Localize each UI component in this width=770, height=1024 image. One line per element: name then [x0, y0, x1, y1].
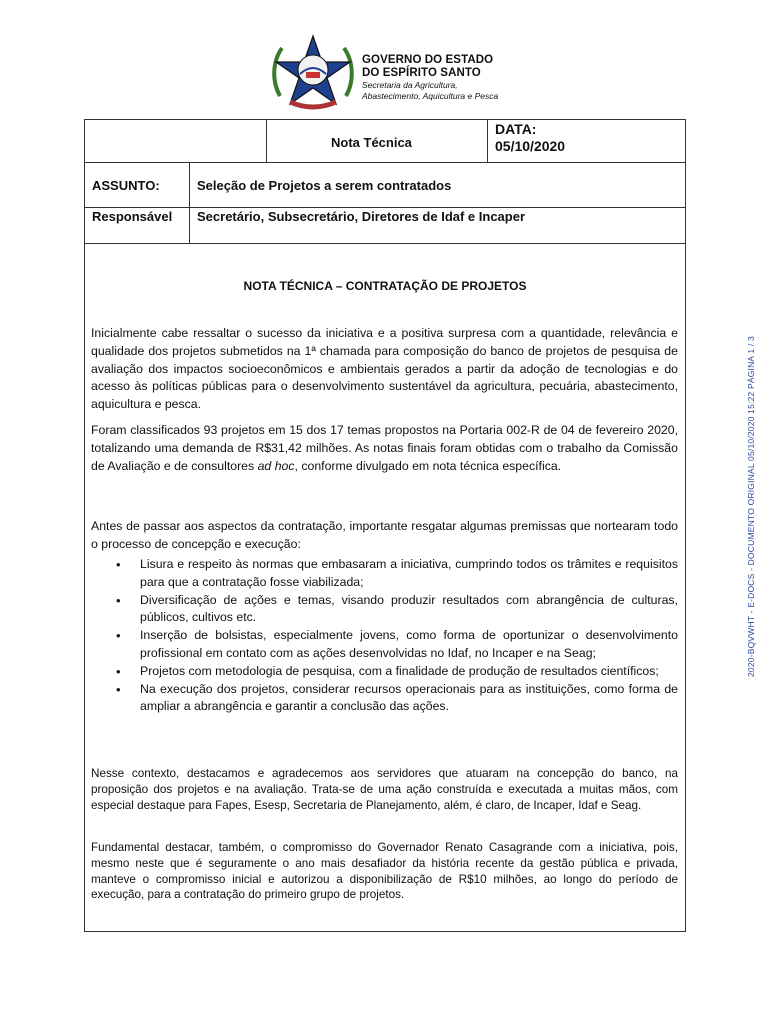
secretaria-line2: Abastecimento, Aquicultura e Pesca	[362, 91, 499, 101]
subject-label: ASSUNTO:	[92, 178, 160, 193]
responsible-label: Responsável	[92, 209, 173, 224]
list-item: • Projetos com metodologia de pesquisa, com a finalidade de produção de resultados científicos;	[109, 663, 678, 681]
page-title: NOTA TÉCNICA – CONTRATAÇÃO DE PROJETOS	[243, 279, 527, 293]
p2-italic: ad hoc	[257, 458, 295, 473]
p2-text-before: Foram classificados 93 projetos em 15 dos 17 temas propostos na Portaria 002-R de 04 de fevereiro 2020, totalizando uma demanda de R$31,42 milhões. As notas finais foram obtidas com o trabalho da Comissão de Avaliação e de consultores	[91, 423, 678, 473]
government-title	[362, 54, 498, 102]
paragraph-intro: Inicialmente cabe ressaltar o sucesso da iniciativa e a positiva surpresa com a quantidade, relevância e qualidade dos projetos submetidos na 1ª chamada para composição do banco de projetos de pesquisa de avaliação dos impactos socioeconômicos e ambientais gerados a partir da adoção de tecnologias e do acesso às políticas públicas para o desenvolvimento sustentável da agricultura, pecuária, abastecimento, aquicultura e pesca.	[91, 326, 678, 412]
table-divider	[85, 207, 685, 208]
paragraph-premises: Antes de passar aos aspectos da contratação, importante resgatar algumas premissas que nortearam todo o processo de concepção e execução:	[91, 519, 678, 551]
table-divider	[85, 243, 685, 244]
paragraph-acknowledgement: Nesse contexto, destacamos e agradecemos aos servidores que atuaram na concepção do banco, na proposição dos projetos e na avaliação. Trata-se de uma ação construída e executada a muitas mãos, com especial destaque para Fapes, Esesp, Secretaria de Planejamento, além, é claro, de Incaper, Idaf e Seag.	[91, 767, 678, 812]
letterhead	[268, 32, 528, 112]
table-divider	[189, 162, 190, 243]
list-item: • Inserção de bolsistas, especialmente jovens, como forma de oportunizar o desenvolvimento profissional em contato com as ações desenvolvidas no Idaf, no Incaper e na Seag;	[109, 627, 678, 663]
p2-text-after: , conforme divulgado em nota técnica específica.	[294, 458, 562, 473]
state-seal-icon	[268, 32, 358, 112]
doc-type: Nota Técnica	[331, 135, 412, 150]
date-value: 05/10/2020	[495, 138, 566, 154]
date-label: DATA:	[495, 121, 537, 137]
paragraph-governor: Fundamental destacar, também, o compromisso do Governador Renato Casagrande com a iniciativa, pois, mesmo neste que é seguramente o ano mais desafiador da história recente da gestão pública e privada, manteve o compromisso inicial e autorizou a disponibilização de R$10 milhões, ao longo do período de execução, para a contratação do primeiro grupo de projetos.	[91, 841, 678, 902]
paragraph-classification	[91, 422, 678, 475]
responsible-value: Secretário, Subsecretário, Diretores de Idaf e Incaper	[197, 209, 526, 224]
list-item: • Lisura e respeito às normas que embasaram a iniciativa, cumprindo todos os trâmites e requisitos para que a contratação fosse viabilizada;	[109, 556, 678, 592]
gov-line1: GOVERNO DO ESTADO	[362, 54, 494, 66]
table-divider	[266, 120, 267, 162]
secretaria-line1: Secretaria da Agricultura,	[362, 80, 458, 90]
list-item: • Diversificação de ações e temas, visando produzir resultados com abrangência de culturas, públicos, cultivos etc.	[109, 592, 678, 628]
table-divider	[487, 120, 488, 162]
premises-list	[109, 556, 678, 716]
subject-value: Seleção de Projetos a serem contratados	[197, 178, 452, 193]
document-frame	[84, 119, 686, 932]
gov-line2: DO ESPÍRITO SANTO	[362, 67, 481, 79]
list-item: • Na execução dos projetos, considerar recursos operacionais para as instituições, como forma de ampliar a abrangência e garantir a conclusão das ações.	[109, 681, 678, 717]
edocs-stamp: 2020-BQVWHT - E-DOCS - DOCUMENTO ORIGINAL 05/10/2020 15:22 PÁGINA 1 / 3	[746, 336, 756, 677]
table-divider	[85, 162, 685, 163]
